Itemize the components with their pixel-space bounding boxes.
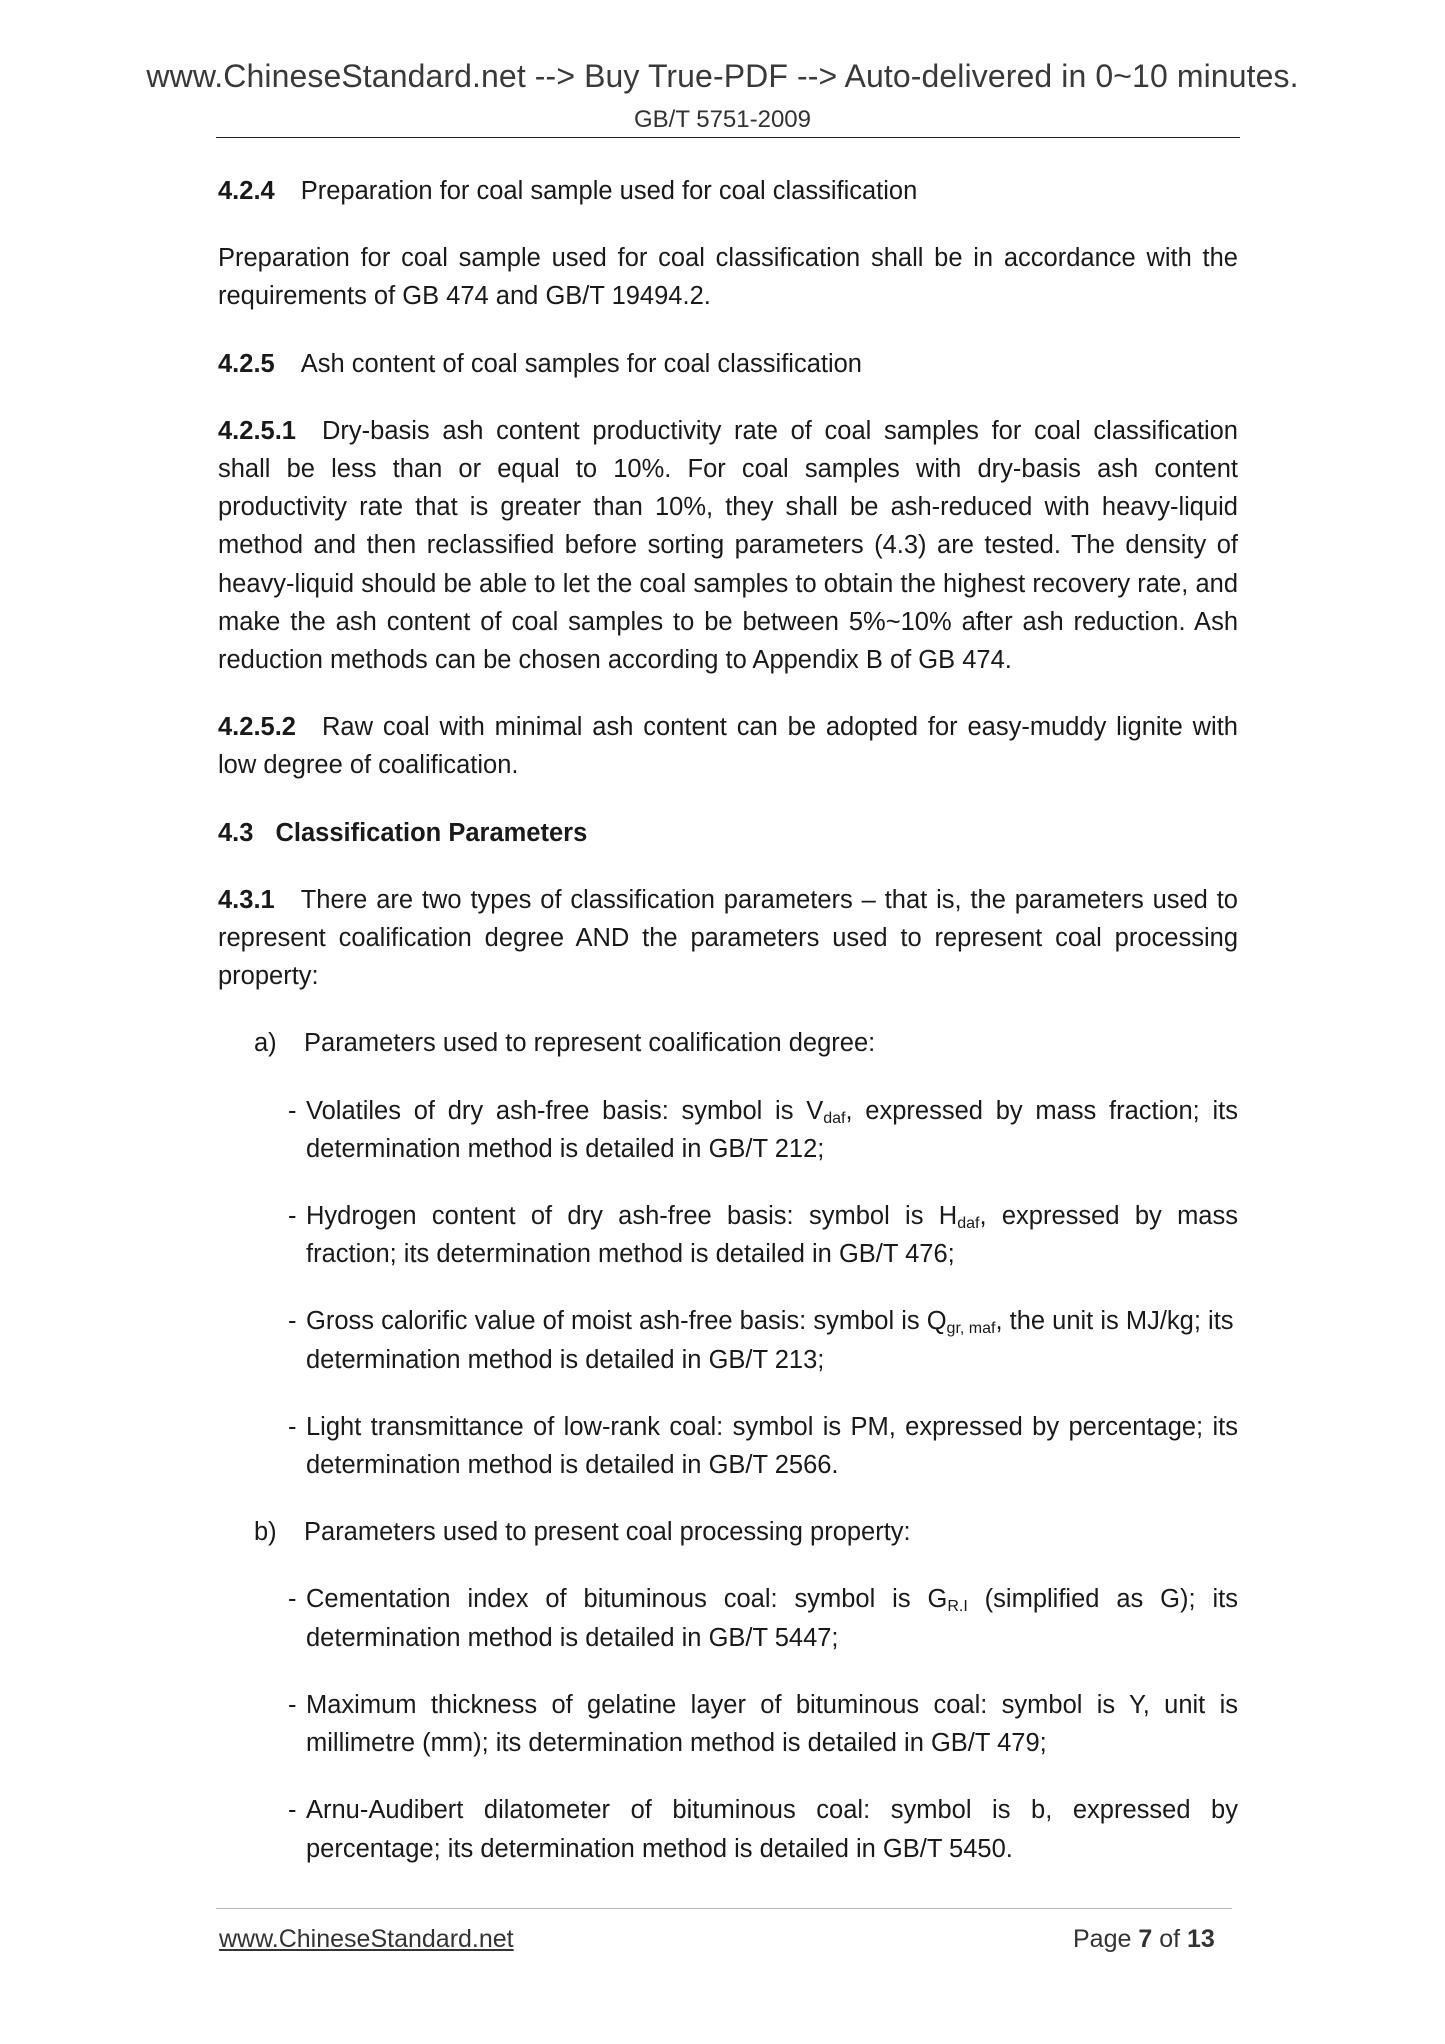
section-title: Preparation for coal sample used for coal classification [300,177,918,205]
item-text: Hydrogen content of dry ash-free basis: symbol is H [306,1202,958,1231]
list-marker: b) [254,1518,277,1547]
dash-marker: - [288,1307,297,1336]
item-text: Light transmittance of low-rank coal: symbol is PM, expressed by percentage; its determination method is detailed in GB/T 2566. [306,1412,1238,1480]
list-label: Parameters used to represent coalification degree: [304,1029,876,1058]
list-label: Parameters used to present coal processing property: [304,1518,911,1547]
list-item [218,1791,1238,1867]
list-b-heading [218,1513,1238,1551]
section-heading-4-3 [218,814,1238,852]
list-item [218,1408,1238,1484]
list-a-heading [218,1024,1238,1062]
dash-marker: - [288,1096,297,1125]
list-item [218,1686,1238,1762]
paragraph-text: There are two types of classification parameters – that is, the parameters used to represent coalification degree AND the parameters used to represent coal processing property: [218,885,1238,991]
section-number: 4.2.5.1 [218,416,296,445]
section-number: 4.2.5 [218,349,275,378]
symbol-subscript: daf [823,1109,846,1127]
symbol-subscript: R.I [947,1598,968,1616]
dash-marker: - [288,1202,297,1231]
dash-marker: - [288,1585,297,1614]
page-total: 13 [1187,1925,1215,1953]
paragraph-4-2-5-2 [218,708,1238,784]
item-text: Cementation index of bituminous coal: symbol is G [306,1585,948,1614]
item-text: Arnu-Audibert dilatometer of bituminous coal: symbol is b, expressed by percentage; its determination method is detailed in GB/T 5450. [306,1796,1238,1863]
page-of: of [1159,1925,1181,1953]
section-heading-4-2-5 [218,345,1238,383]
dash-marker: - [288,1796,297,1825]
section-title: Ash content of coal samples for coal classification [300,349,862,378]
list-item [218,1092,1238,1168]
footer-site-link[interactable]: www.ChineseStandard.net [219,1925,514,1953]
list-item [218,1302,1238,1378]
item-text: , the unit is MJ/kg; its determination method is detailed in GB/T 213; [306,1307,1234,1374]
paragraph-4-2-4: Preparation for coal sample used for coal classification shall be in accordance with the requirements of GB 474 and GB/T 19494.2. [218,244,1238,311]
dash-marker: - [288,1412,297,1441]
section-number: 4.3.1 [218,885,275,914]
header-banner: www.ChineseStandard.net --> Buy True-PDF --> Auto-delivered in 0~10 minutes. [146,58,1299,94]
paragraph-text: Dry-basis ash content productivity rate of coal samples for coal classification shall be less than or equal to 10%. For coal samples with dry-basis ash content productivity rate that is greater than 10%, they shall be ash-reduced with heavy-liquid method and then reclassified before sorting parameters (4.3) are tested. The density of heavy-liquid should be able to let the coal samples to obtain the highest recovery rate, and make the ash content of coal samples to be between 5%~10% after ash reduction. Ash reduction methods can be chosen according to Appendix B of GB 474. [218,416,1238,675]
dash-marker: - [288,1690,297,1719]
paragraph-4-3-1 [218,881,1238,996]
paragraph-text: Raw coal with minimal ash content can be adopted for easy-muddy lignite with low degree of coalification. [218,713,1238,780]
item-text: Volatiles of dry ash-free basis: symbol is V [306,1096,824,1125]
footer-rule [216,1908,1232,1909]
page-number [1073,1925,1215,1954]
page-current: 7 [1138,1925,1153,1953]
symbol-subscript: gr, maf [946,1320,996,1338]
document-id: GB/T 5751-2009 [633,106,811,133]
item-text: , expressed by mass fraction; its determination method is detailed in GB/T 476; [306,1202,1238,1269]
symbol-subscript: daf [957,1215,980,1233]
item-text: Gross calorific value of moist ash-free basis: symbol is Q [306,1307,947,1336]
item-text: Maximum thickness of gelatine layer of bituminous coal: symbol is Y, unit is millimetre (mm); its determination method is detailed in GB/T 479; [306,1690,1238,1758]
page-content [218,172,1238,1897]
section-number: 4.2.5.2 [218,713,296,742]
section-number: 4.3 [218,818,254,847]
item-text: (simplified as G); its determination method is detailed in GB/T 5447; [306,1585,1238,1652]
item-text: , expressed by mass fraction; its determination method is detailed in GB/T 212; [306,1096,1238,1163]
section-heading-4-2-4 [218,172,1238,210]
section-number: 4.2.4 [218,177,275,205]
paragraph-4-2-5-1 [218,412,1238,679]
header-rule [216,137,1240,138]
section-title: Classification Parameters [275,818,588,847]
page-word: Page [1073,1925,1132,1953]
list-item [218,1197,1238,1273]
list-marker: a) [254,1029,277,1058]
list-item [218,1580,1238,1656]
